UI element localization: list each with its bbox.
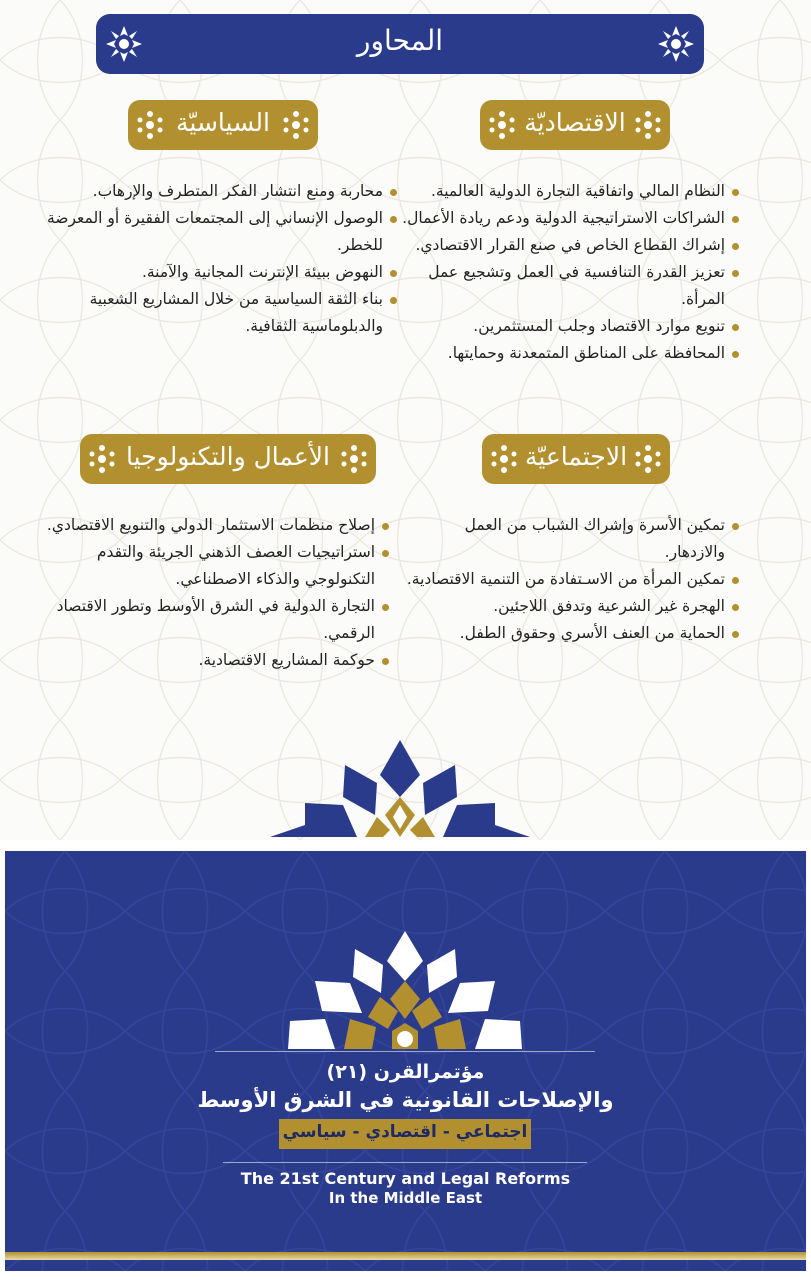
divider [215,1051,595,1052]
list-item: النهوض ببيئة الإنترنت المجانية والآمنة. [44,259,399,286]
conference-subtitle-box [279,1119,531,1149]
mandala-logo-icon [280,931,530,1051]
list-item: إشراك القطاع الخاص في صنع القرار الاقتصادي. [401,232,741,259]
section-label-economic [480,100,670,150]
mandala-logo-icon [265,735,535,840]
section-title: الاجتماعيّة [524,442,628,471]
section-label-political [128,100,318,150]
list-item: تنويع موارد الاقتصاد وجلب المستثمرين. [401,313,741,340]
section-title: السياسيّة [176,108,270,137]
section-title: الاقتصاديّة [524,108,626,137]
header-bar [96,14,704,74]
list-item: المحافظة على المناطق المتمعدنة وحمايتها. [401,340,741,367]
list-item: الهجرة غير الشرعية وتدفق اللاجئين. [401,593,741,620]
section-label-business [80,434,376,484]
section-label-social [482,434,670,484]
political-list [44,178,399,340]
divider [223,1162,587,1163]
list-item: الشراكات الاستراتيجية الدولية ودعم ريادة الأعمال. [401,205,741,232]
list-item: النظام المالي واتفاقية التجارة الدولية العالمية. [401,178,741,205]
social-list [401,512,741,647]
ornament-icon [632,108,664,142]
list-item: الوصول الإنساني إلى المجتمعات الفقيرة أو المعرضة للخطر. [44,205,399,259]
ornament-icon [632,442,664,476]
list-item: التجارة الدولية في الشرق الأوسط وتطور الاقتصاد الرقمي. [46,593,391,647]
economic-list [401,178,741,367]
list-item: حوكمة المشاريع الاقتصادية. [46,647,391,674]
gold-strip [5,1252,806,1260]
conference-title-ar-line1: مؤتمرالقرن (٢١) [326,1061,485,1083]
list-item: تمكين الأسرة وإشراك الشباب من العمل والازدهار. [401,512,741,566]
list-item: بناء الثقة السياسية من خلال المشاريع الشعبية والدبلوماسية الثقافية. [44,286,399,340]
section-title: الأعمال والتكنولوجيا [126,442,330,471]
conference-title-en-line1: The 21st Century and Legal Reforms [240,1169,571,1188]
list-item: محاربة ومنع انتشار الفكر المتطرف والإرهاب. [44,178,399,205]
list-item: تمكين المرأة من الاسـتفادة من التنمية الاقتصادية. [401,566,741,593]
list-item: إصلاح منظمات الاستثمار الدولي والتنويع الاقتصادي. [46,512,391,539]
ornament-icon [656,24,696,64]
ornament-icon [338,442,370,476]
list-item: تعزيز القدرة التنافسية في العمل وتشجيع عمل المرأة. [401,259,741,313]
ornament-icon [280,108,312,142]
list-item: الحماية من العنف الأسري وحقوق الطفل. [401,620,741,647]
conference-subtitle: اجتماعي - اقتصادي - سياسي [282,1122,528,1142]
business-list [46,512,391,674]
page-title: المحاور [356,24,444,57]
conference-title-ar-line2: والإصلاحات القانونية في الشرق الأوسط [197,1088,614,1112]
cover-panel [5,851,806,1271]
list-item: استراتيجيات العصف الذهني الجريئة والتقدم التكنولوجي والذكاء الاصطناعي. [46,539,391,593]
conference-title-en-line2: In the Middle East [328,1189,483,1207]
